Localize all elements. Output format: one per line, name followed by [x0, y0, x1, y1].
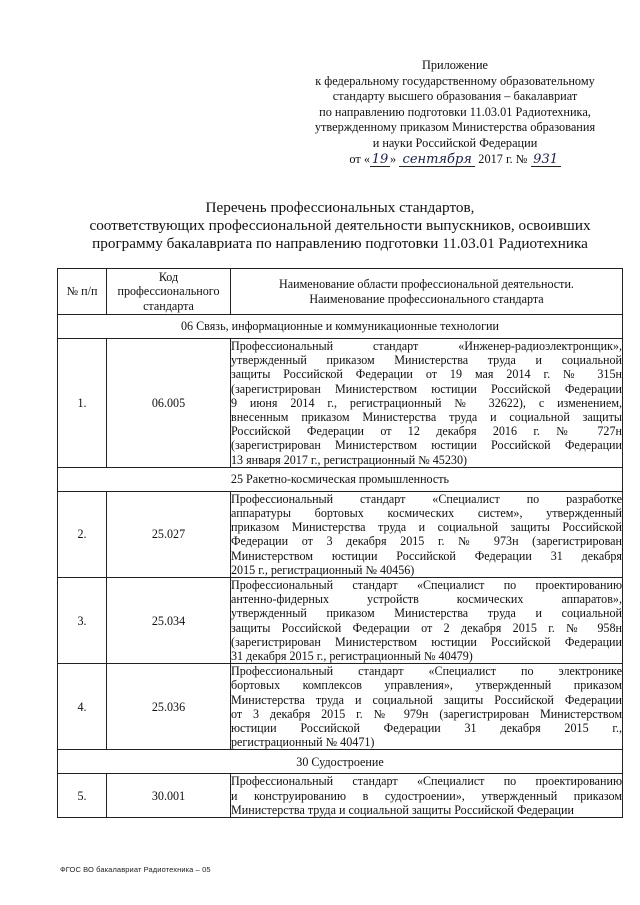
- row-number: 2.: [58, 491, 107, 577]
- description-line: от 3 декабря 2015 г. № 979н (зарегистрирован Министерством: [231, 706, 622, 721]
- order-date-line: [300, 152, 610, 168]
- standard-code: 25.036: [107, 664, 231, 750]
- section-title: 30 Судостроение: [58, 750, 623, 774]
- header-number: № п/п: [58, 269, 107, 315]
- description-line: защиты Российской Федерации от 19 мая 2014 г. № 315н: [231, 367, 622, 382]
- description-line: Профессиональный стандарт «Специалист по электронике: [231, 664, 622, 679]
- table-row: [58, 664, 623, 750]
- description-line: регистрационный № 40471): [231, 735, 375, 750]
- standard-description: [231, 664, 623, 750]
- description-line: утвержденный приказом Министерства труда и социальной: [231, 606, 622, 621]
- table-header-row: [58, 269, 623, 315]
- header-name: [231, 269, 623, 315]
- appendix-line: к федеральному государственному образовательному: [315, 73, 595, 88]
- handwritten-day: 19: [371, 151, 389, 167]
- description-line: Министерства труда и социальной защиты Российской Федерации: [231, 692, 622, 707]
- table-body: [58, 315, 623, 818]
- standard-code: 25.034: [107, 578, 231, 664]
- standard-description: [231, 774, 623, 818]
- row-number: 1.: [58, 339, 107, 468]
- title-line: программу бакалавриата по направлению подготовки 11.03.01 Радиотехника: [92, 235, 588, 253]
- date-mid: »: [389, 151, 397, 166]
- section-title: 25 Ракетно-космическая промышленность: [58, 467, 623, 491]
- standard-description: [231, 578, 623, 664]
- description-line: 2015 г., регистрационный № 40456): [231, 562, 415, 577]
- appendix-line: утвержденному приказом Министерства образования: [314, 120, 596, 135]
- description-line: Министерства труда и социальной защиты Российской Федерации: [231, 802, 574, 817]
- header-name-line: Наименование профессионального стандарта: [309, 291, 544, 306]
- description-line: юстиции Российской Федерации 31 декабря 2015 г.,: [231, 721, 622, 736]
- row-number: 4.: [58, 664, 107, 750]
- title-line: Перечень профессиональных стандартов,: [205, 199, 475, 216]
- table-row: [58, 578, 623, 664]
- description-line: Профессиональный стандарт «Специалист по проектированию: [231, 774, 622, 789]
- standards-table: [57, 268, 623, 818]
- standard-description: [231, 491, 623, 577]
- title-line: соответствующих профессиональной деятельности выпускников, освоивших: [89, 217, 591, 235]
- header-name-line: Наименование области профессиональной деятельности.: [279, 277, 574, 292]
- appendix-header: [300, 58, 610, 167]
- appendix-line: Приложение: [422, 58, 488, 72]
- appendix-line: по направлению подготовки 11.03.01 Радиотехника,: [319, 104, 591, 119]
- header-code-line: стандарта: [143, 298, 194, 313]
- standard-code: 30.001: [107, 774, 231, 818]
- description-line: Министерством юстиции Российской Федерации 31 декабря: [231, 548, 622, 563]
- description-line: (зарегистрирован Министерством юстиции Российской Федерации: [231, 634, 622, 649]
- description-line: Профессиональный стандарт «Специалист по разработке: [231, 491, 622, 506]
- date-prefix: от «: [349, 151, 370, 166]
- description-line: 31 декабря 2015 г., регистрационный № 40479): [231, 649, 473, 664]
- header-code-line: Код: [158, 270, 179, 285]
- standard-code: 06.005: [107, 339, 231, 468]
- appendix-line: и науки Российской Федерации: [372, 135, 538, 150]
- description-line: Федерации от 3 декабря 2015 г. № 973н (зарегистрирован: [231, 534, 622, 549]
- description-line: (зарегистрирован Министерством юстиции Российской Федерации: [231, 381, 622, 396]
- page-footer: ФГОС ВО бакалавриат Радиотехника – 05: [60, 865, 211, 874]
- handwritten-month: сентября: [399, 153, 475, 167]
- section-row: [58, 750, 623, 774]
- section-row: [58, 315, 623, 339]
- table-row: [58, 774, 623, 818]
- description-line: и конструированию в судостроении», утвержденный приказом: [231, 788, 622, 803]
- description-line: приказом Министерства труда и социальной защиты Российской: [231, 520, 622, 535]
- date-year: 2017 г. №: [478, 151, 528, 166]
- description-line: утвержденный приказом Министерства труда и социальной: [231, 353, 622, 368]
- document-title: [60, 199, 620, 254]
- description-line: 9 июня 2014 г., регистрационный № 32622), с изменением,: [231, 395, 622, 410]
- table-row: [58, 339, 623, 468]
- description-line: Российской Федерации от 12 декабря 2016 г. № 727н: [231, 424, 622, 439]
- row-number: 3.: [58, 578, 107, 664]
- section-row: [58, 467, 623, 491]
- description-line: бортовых комплексов управления», утвержденный приказом: [231, 678, 622, 693]
- table-row: [58, 491, 623, 577]
- section-title: 06 Связь, информационные и коммуникационные технологии: [58, 315, 623, 339]
- description-line: аппаратуры бортовых космических систем», утвержденный: [231, 506, 622, 521]
- row-number: 5.: [58, 774, 107, 818]
- header-code: [107, 269, 231, 315]
- description-line: Профессиональный стандарт «Инженер-радиоэлектронщик»,: [231, 339, 622, 353]
- standard-code: 25.027: [107, 491, 231, 577]
- description-line: 13 января 2017 г., регистрационный № 45230): [231, 452, 468, 467]
- description-line: Профессиональный стандарт «Специалист по проектированию: [231, 578, 622, 593]
- appendix-line: стандарту высшего образования – бакалавриат: [332, 89, 578, 104]
- description-line: (зарегистрирован Министерством юстиции Российской Федерации: [231, 438, 622, 453]
- description-line: защиты Российской Федерации от 2 декабря 2015 г. № 958н: [231, 620, 622, 635]
- handwritten-order-number: 931: [531, 153, 561, 167]
- description-line: внесенным приказом Министерства труда и социальной защиты: [231, 410, 622, 425]
- description-line: антенно-фидерных устройств космических аппаратов»,: [231, 592, 622, 607]
- header-code-line: профессионального: [117, 284, 220, 299]
- standard-description: [231, 339, 623, 468]
